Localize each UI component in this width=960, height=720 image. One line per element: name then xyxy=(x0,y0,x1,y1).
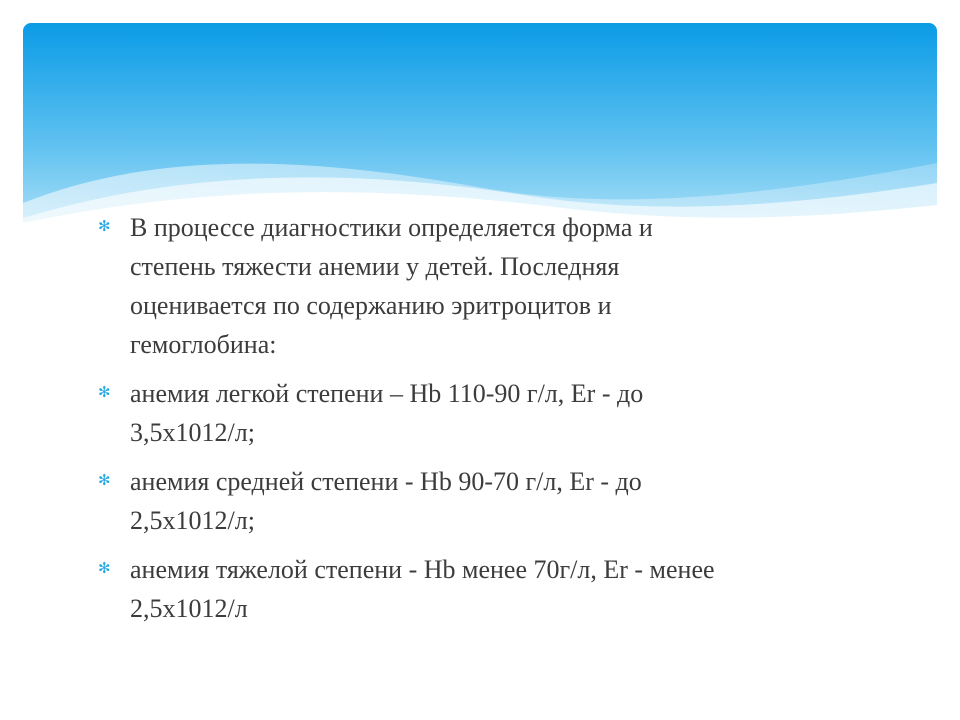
bullet-text: анемия легкой степени – Нb 110-90 г/л, Er - до 3,5х1012/л; xyxy=(130,379,644,447)
bullet-text: анемия тяжелой степени - Нb менее 70г/л, Er - менее 2,5х1012/л xyxy=(130,555,715,623)
wave-graphic xyxy=(23,23,937,223)
list-item xyxy=(98,374,898,452)
bullet-list xyxy=(98,208,898,638)
asterisk-bullet-icon: ✻ xyxy=(98,383,111,401)
bullet-text: анемия средней степени - Нb 90-70 г/л, Er - до 2,5х1012/л; xyxy=(130,467,642,535)
asterisk-bullet-icon: ✻ xyxy=(98,217,111,235)
asterisk-bullet-icon: ✻ xyxy=(98,559,111,577)
list-item xyxy=(98,462,898,540)
list-item xyxy=(98,208,898,364)
asterisk-bullet-icon: ✻ xyxy=(98,471,111,489)
bullet-text: В процессе диагностики определяется форма и степень тяжести анемии у детей. Последняя оценивается по содержанию эритроцитов и гемоглобина: xyxy=(130,213,653,359)
header-wave-banner xyxy=(23,23,937,223)
list-item xyxy=(98,550,898,628)
